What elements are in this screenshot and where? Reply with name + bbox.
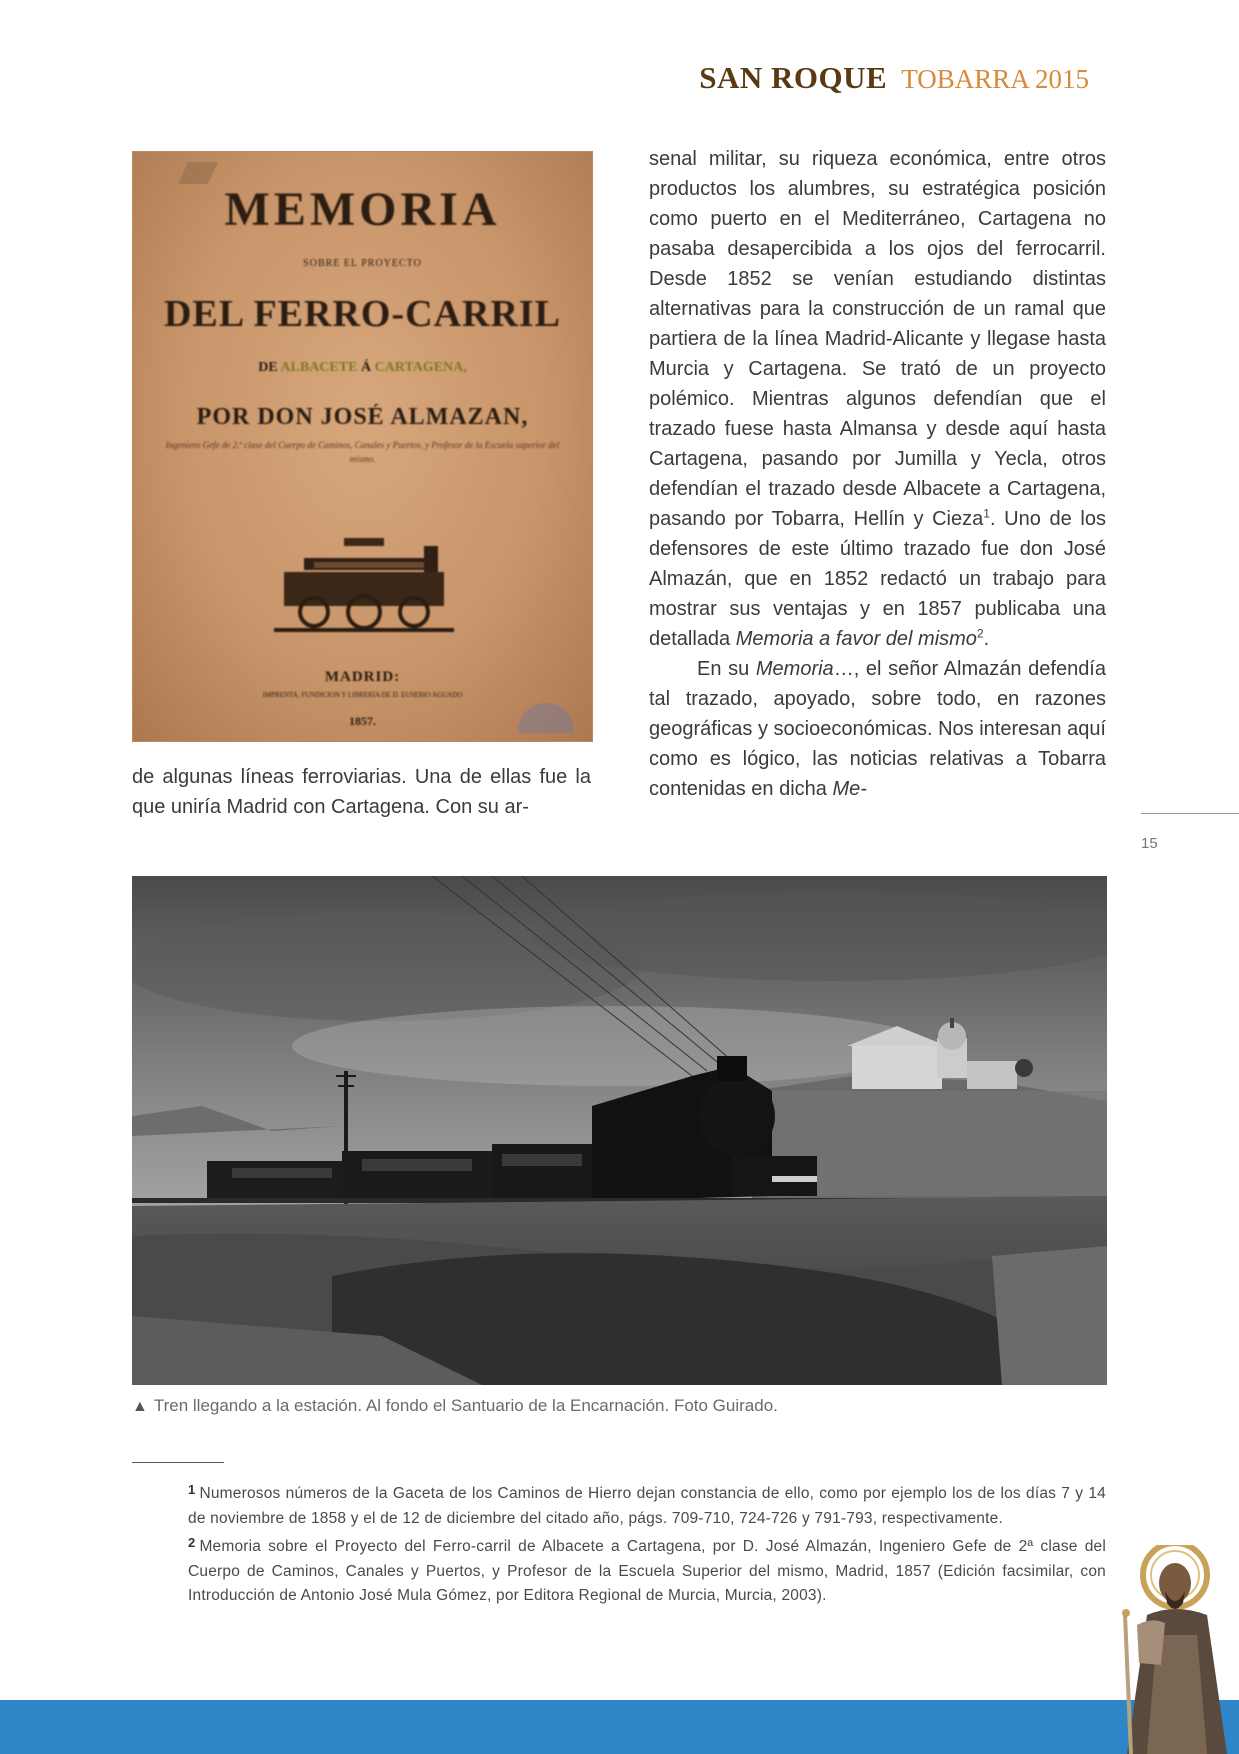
p1-text-a: senal militar, su riqueza económica, entre otros productos los alumbres, su estratégica posición como puerto en el Mediterráneo, Cartagena no pasaba desapercibida a los ojos del ferrocarril. Desde 1852 se venían estudiando distintas alternativas para la construcción de un ramal que partiera de la línea Madrid-Alicante y llegase hasta Murcia y Cartagena. Se trató de un proyecto polémico. Mientras algunos defendían que el trazado fuese hasta Almansa y desde aquí hasta Cartagena, pasando por Jumilla y Yecla, otros defendían el trazado desde Albacete a Cartagena, pasando por Tobarra, Hellín y Cieza	[649, 148, 1106, 530]
cover-author-title: Ingeniero Gefe de 2.ª clase del Cuerpo de Caminos, Canales y Puertos, y Profesor de la Escuela superior del mismo.	[165, 440, 560, 464]
p2-text-b: …, el señor Almazán defendía tal trazado, apoyado, sobre todo, en razones geográficas y socioeconómicas. Nos interesan aquí como es lógico, las noticias relativas a Tobarra contenidas en dicha	[649, 658, 1106, 800]
p2-italic-me: Me-	[832, 778, 867, 800]
cover-madrid: MADRID:	[324, 669, 401, 685]
footnote-1-number: 1	[188, 1482, 196, 1497]
footnote-ref-2: 2	[976, 626, 984, 641]
cover-title: MEMORIA	[224, 183, 501, 236]
library-stamp	[518, 703, 574, 733]
cover-author: POR DON JOSÉ ALMAZAN,	[196, 404, 529, 430]
paragraph-1	[649, 144, 1106, 654]
cover-route-b: CARTAGENA,	[374, 360, 467, 375]
footnote-ref-1: 1	[983, 506, 990, 521]
page-number: 15	[1141, 835, 1158, 852]
header-title: SAN ROQUE	[699, 60, 888, 95]
cover-sobre: SOBRE EL PROYECTO	[303, 258, 422, 269]
footnote-2	[188, 1531, 1106, 1609]
memoria-cover-image	[132, 151, 593, 742]
footnotes	[188, 1478, 1106, 1609]
footnote-2-text: Memoria sobre el Proyecto del Ferro-carril de Albacete a Cartagena, por D. José Almazán, Ingeniero Gefe de 2ª clase del Cuerpo de Caminos, Canales y Puertos, y Profesor de la Escuela Superior del mismo, Madrid, 1857 (Edición facsimilar, con Introducción de Antonio José Mula Gómez, por Editora Regional de Murcia, Murcia, 2003).	[188, 1538, 1106, 1604]
page-header	[699, 60, 1089, 96]
caption-triangle-icon: ▲	[132, 1398, 148, 1415]
cover-imprenta: IMPRENTA, FUNDICION Y LIBRERÍA DE D. EUSEBIO AGUADO	[262, 691, 463, 699]
cover-route-a: ALBACETE	[280, 360, 358, 375]
photo-caption	[132, 1396, 778, 1416]
cover-route-prefix: DE	[258, 360, 278, 375]
p1-text-b: . Uno de los defensores de este último trazado fue don José Almazán, que en 1852 redactó un trabajo para mostrar sus ventajas y en 1857 publicaba una detallada	[649, 508, 1106, 650]
p2-text-a: En su	[697, 658, 756, 680]
paragraph-2	[649, 654, 1106, 804]
bottom-color-bar	[0, 1700, 1239, 1754]
footnote-rule	[132, 1462, 224, 1463]
train-station-photo	[132, 876, 1107, 1385]
caption-text: Tren llegando a la estación. Al fondo el Santuario de la Encarnación. Foto Guirado.	[153, 1396, 778, 1415]
footnote-2-number: 2	[188, 1535, 196, 1550]
p1-italic-memoria: Memoria a favor del mismo	[735, 628, 977, 650]
header-subtitle: TOBARRA 2015	[901, 64, 1089, 94]
p2-italic-memoria: Memoria	[755, 658, 834, 680]
column-2-text	[649, 144, 1106, 804]
footnote-1	[188, 1478, 1106, 1531]
cover-fold-mark	[178, 162, 218, 184]
margin-rule	[1141, 813, 1239, 814]
column-1-text: de algunas líneas ferroviarias. Una de ellas fue la que uniría Madrid con Cartagena. Con su ar-	[132, 766, 591, 818]
cover-year: 1857.	[349, 714, 376, 728]
footnote-1-text: Numerosos números de la Gaceta de los Caminos de Hierro dejan constancia de ello, como por ejemplo los de los días 7 y 14 de noviembre de 1858 y el de 12 de diciembre del citado año, págs. 709-710, 724-726 y 791-793, respectivamente.	[188, 1485, 1106, 1527]
san-roque-statue-image	[1117, 1545, 1239, 1754]
cover-route-mid: Á	[360, 360, 372, 375]
cover-del-ferrocarril: DEL FERRO-CARRIL	[163, 293, 562, 335]
cover-route	[133, 360, 592, 376]
p1-text-c: .	[983, 628, 990, 650]
locomotive-engraving-icon	[274, 536, 454, 636]
